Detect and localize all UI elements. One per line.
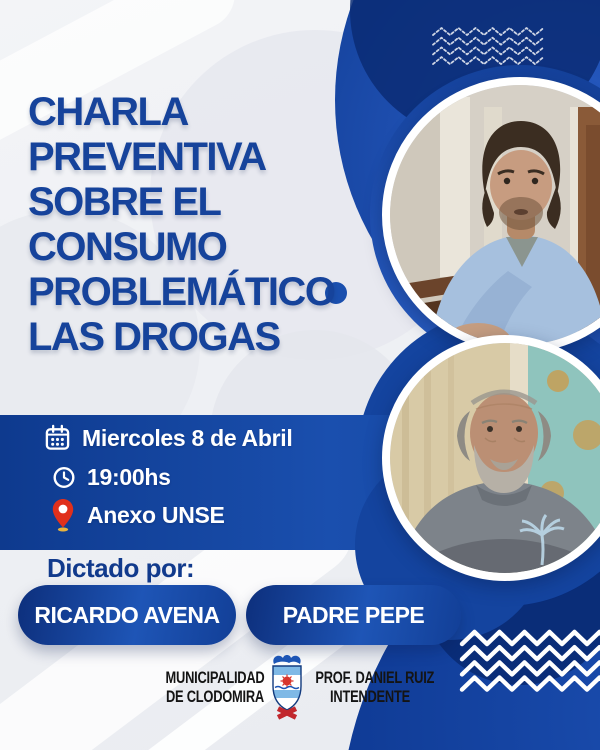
speaker-name: PADRE PEPE: [282, 601, 425, 628]
title-line: SOBRE EL: [28, 180, 221, 224]
clock-icon: [52, 465, 76, 490]
event-location-row: [50, 498, 225, 532]
location-pin-icon: [50, 498, 76, 532]
speaker-photo-top-illustration: [390, 85, 600, 345]
municipality-name: [145, 669, 285, 707]
title-line: LAS DROGAS: [28, 315, 280, 359]
event-location-text: Anexo UNSE: [87, 501, 225, 528]
speaker-photo-bottom-illustration: [390, 343, 600, 573]
title-line: CONSUMO: [28, 225, 227, 269]
title-line: PROBLEMÁTICO: [28, 270, 335, 314]
speaker-name: RICARDO AVENA: [34, 601, 220, 628]
dictated-by-label: Dictado por:: [47, 553, 195, 583]
municipality-line1: MUNICIPALIDAD: [165, 669, 265, 687]
zigzag-pattern-top: [433, 28, 545, 70]
municipality-line2: DE CLODOMIRA: [165, 688, 265, 706]
event-date-text: Miercoles 8 de Abril: [82, 424, 293, 451]
poster-title: [28, 90, 398, 360]
official-line2: INTENDENTE: [330, 688, 410, 706]
speaker-pill-ricardo-avena: [18, 585, 236, 645]
event-time-text: 19:00hs: [87, 464, 171, 490]
zigzag-pattern-bottom: [462, 632, 600, 698]
official-name: [300, 669, 440, 707]
calendar-icon: [44, 424, 71, 452]
speaker-pill-padre-pepe: [246, 585, 461, 645]
official-line1: PROF. DANIEL RUIZ: [315, 669, 435, 687]
event-date-row: [44, 424, 292, 452]
title-line: CHARLA: [28, 90, 188, 134]
event-time-row: [52, 464, 171, 491]
title-line: PREVENTIVA: [28, 135, 266, 179]
